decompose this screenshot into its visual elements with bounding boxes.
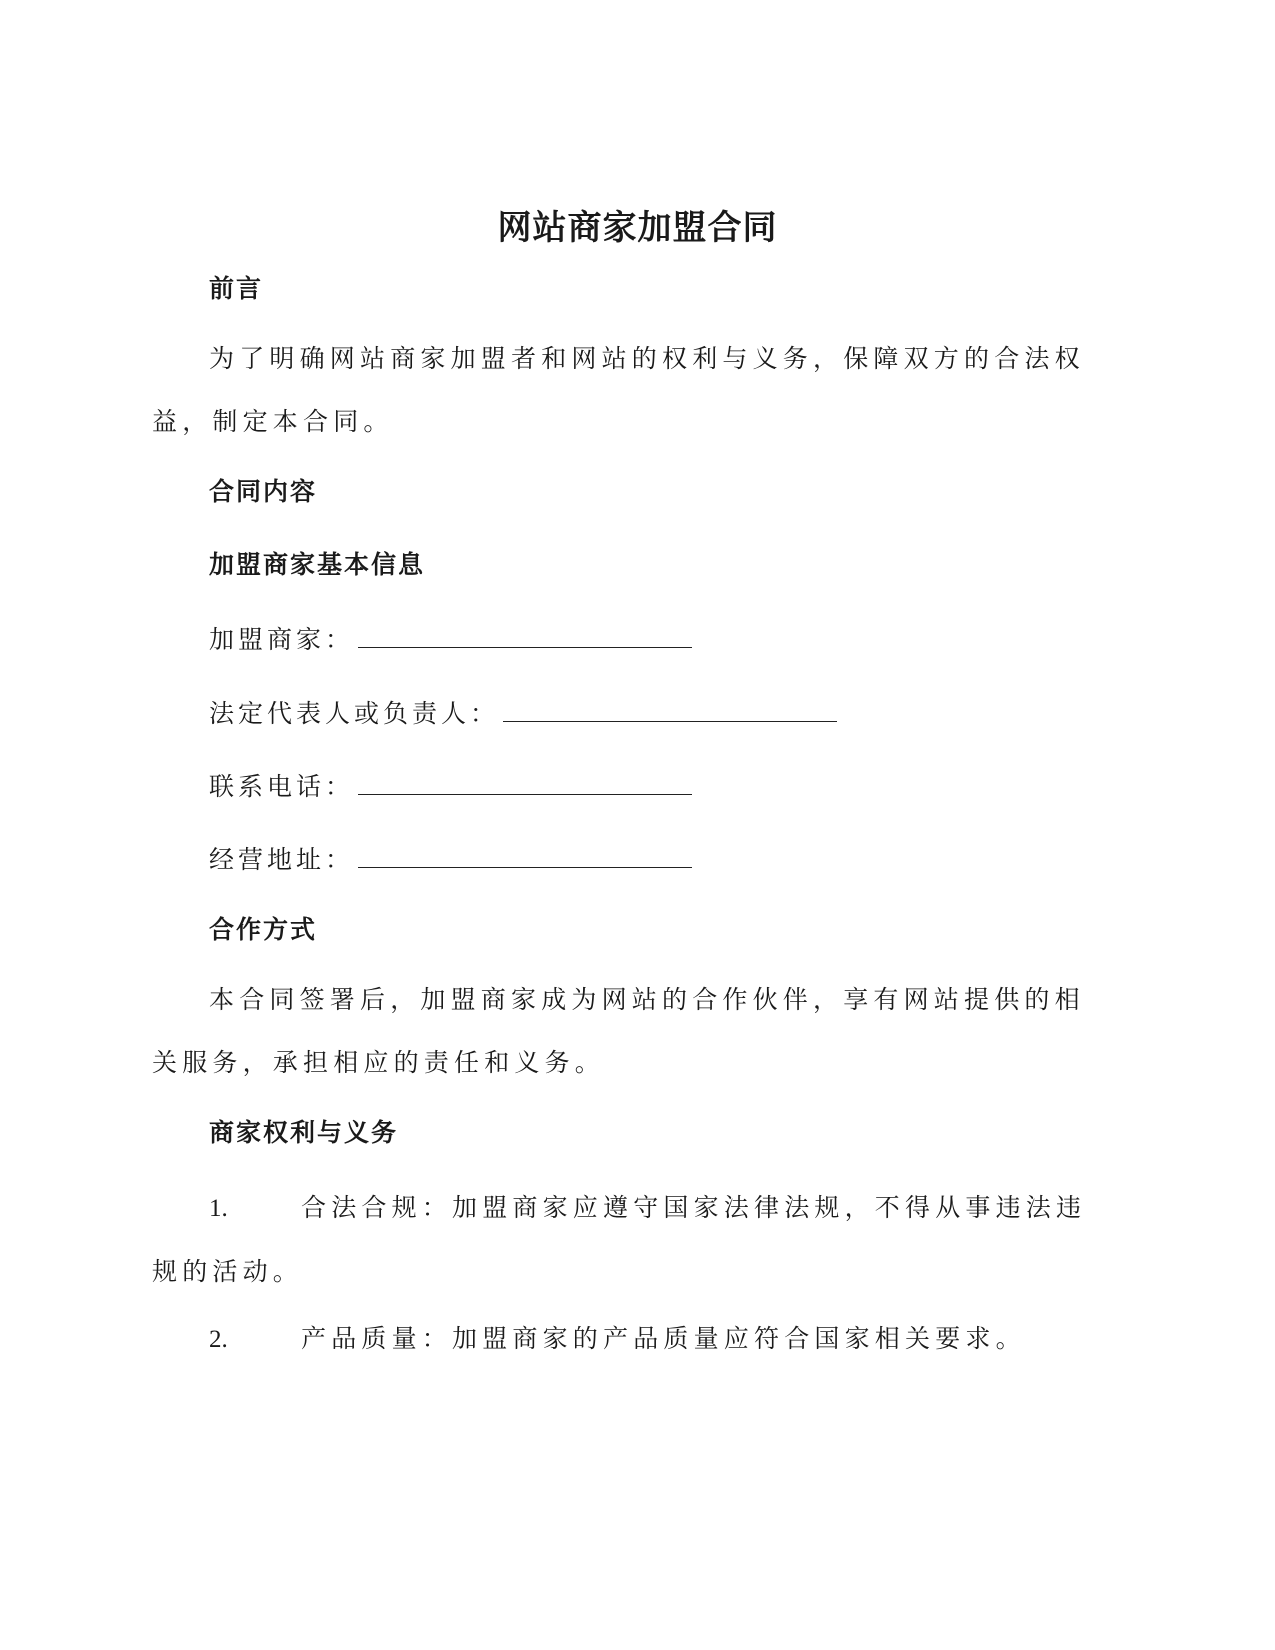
phone-blank[interactable] (358, 768, 692, 795)
cooperation-text: 本合同签署后，加盟商家成为网站的合作伙伴，享有网站提供的相关服务，承担相应的责任和义务。 (152, 985, 1085, 1077)
merchant-name-field (209, 621, 692, 657)
phone-label: 联系电话： (209, 772, 355, 801)
merchant-name-blank[interactable] (358, 621, 692, 648)
legal-representative-label: 法定代表人或负责人： (209, 699, 500, 728)
contract-content-heading: 合同内容 (209, 477, 318, 506)
cooperation-heading: 合作方式 (209, 915, 318, 944)
merchant-name-label: 加盟商家： (209, 625, 355, 654)
preface-heading: 前言 (209, 274, 264, 303)
list-item-text: 合法合规：加盟商家应遵守国家法律法规，不得从事违法违规的活动。 (152, 1193, 1087, 1286)
list-item-number: 1. (209, 1195, 228, 1222)
list-item (152, 1307, 1112, 1371)
preface-text: 为了明确网站商家加盟者和网站的权利与义务，保障双方的合法权益，制定本合同。 (152, 344, 1085, 436)
phone-field (209, 768, 692, 804)
rights-heading: 商家权利与义务 (209, 1118, 399, 1147)
legal-representative-field (209, 695, 837, 731)
legal-representative-blank[interactable] (503, 695, 837, 722)
address-blank[interactable] (358, 841, 692, 868)
list-item-text: 产品质量：加盟商家的产品质量应符合国家相关要求。 (301, 1324, 1026, 1353)
address-label: 经营地址： (209, 845, 355, 874)
list-item (152, 1176, 1112, 1303)
merchant-info-heading: 加盟商家基本信息 (209, 550, 426, 579)
list-item-number: 2. (209, 1326, 228, 1353)
document-title: 网站商家加盟合同 (497, 208, 778, 248)
address-field (209, 841, 692, 877)
